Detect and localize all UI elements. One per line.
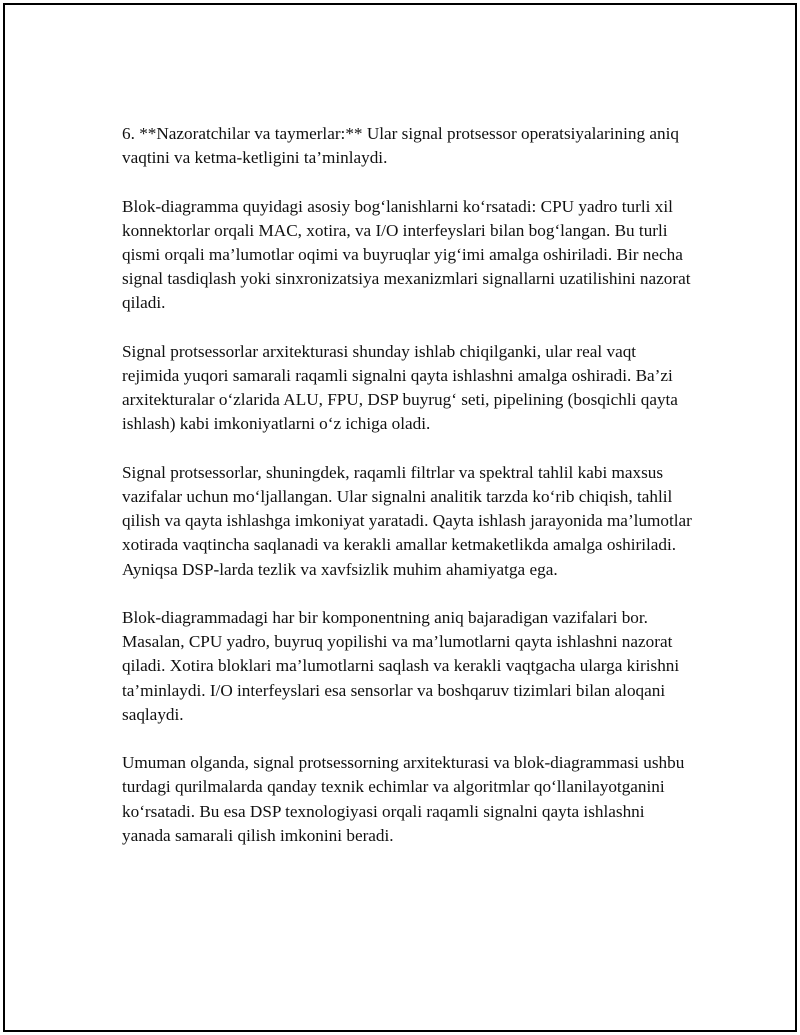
document-body — [122, 122, 697, 848]
paragraph-components: Blok-diagrammadagi har bir komponentning aniq bajaradigan vazifalari bor. Masalan, CPU yadro, buyruq yopilishi va ma’lumotlarni qayta ishlashni nazorat qiladi. Xotira bloklari ma’lumotlarni saqlash va kerakli vaqtgacha ularga kirishni ta’minlaydi. I/O interfeyslari esa sensorlar va boshqaruv tizimlari bilan aloqani saqlaydi. — [122, 608, 680, 724]
paragraph-architecture: Signal protsessorlar arxitekturasi shunday ishlab chiqilganki, ular real vaqt rejimida yuqori samarali raqamli signalni qayta ishlashni amalga oshiradi. Ba’zi arxitekturalar o‘zlarida ALU, FPU, DSP buyrug‘ seti, pipelining (bosqichli qayta ishlash) kabi imkoniyatlarni o‘z ichiga oladi. — [122, 341, 678, 434]
page-border — [3, 3, 797, 1032]
paragraph-special-tasks: Signal protsessorlar, shuningdek, raqamli filtrlar va spektral tahlil kabi maxsus vazifalar uchun mo‘ljallangan. Ular signalni analitik tarzda ko‘rib chiqish, tahlil qilish va qayta ishlashga imkoniyat yaratadi. Qayta ishlash jarayonida ma’lumotlar xotirada vaqtincha saqlanadi va kerakli amallar ketmaketlikda amalga oshiriladi. Ayniqsa DSP-larda tezlik va xavfsizlik muhim ahamiyatga ega. — [122, 462, 692, 579]
paragraph-conclusion: Umuman olganda, signal protsessorning arxitekturasi va blok-diagrammasi ushbu turdagi qurilmalarda qanday texnik echimlar va algoritmlar qo‘llanilayotganini ko‘rsatadi. Bu esa DSP texnologiyasi orqali raqamli signalni qayta ishlashni yanada samarali qilish imkonini beradi. — [122, 753, 685, 845]
paragraph-block-diagram-connections: Blok-diagramma quyidagi asosiy bog‘lanishlarni ko‘rsatadi: CPU yadro turli xil konnektorlar orqali MAC, xotira, va I/O interfeyslari bilan bog‘langan. Bu turli qismi orqali ma’lumotlar oqimi va buyruqlar yig‘imi amalga oshiriladi. Bir necha signal tasdiqlash yoki sinxronizatsiya mexanizmlari signallarni uzatilishini nazorat qiladi. — [122, 196, 691, 313]
paragraph-timers: 6. **Nazoratchilar va taymerlar:** Ular signal protsessor operatsiyalarining aniq vaqtini va ketma-ketligini ta’minlaydi. — [122, 124, 679, 168]
